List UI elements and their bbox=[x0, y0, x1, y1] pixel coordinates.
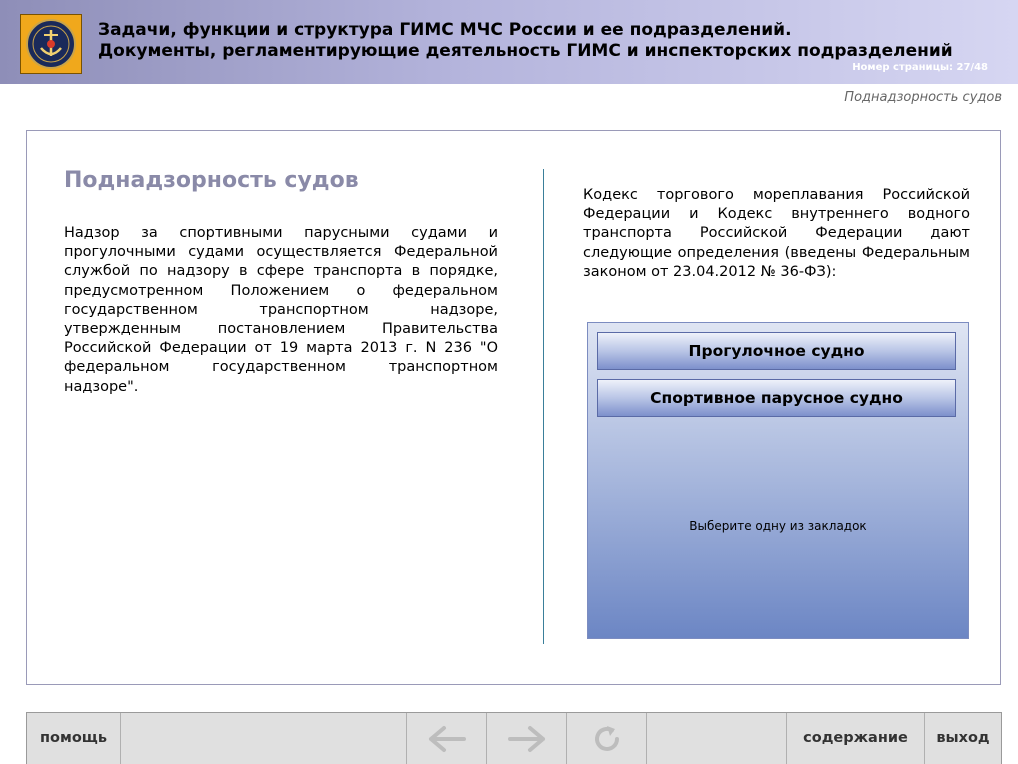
forward-button[interactable] bbox=[486, 713, 566, 764]
arrow-right-icon bbox=[506, 724, 548, 754]
header-title-line1: Задачи, функции и структура ГИМС МЧС России и ее подразделений. bbox=[98, 20, 792, 40]
exit-button[interactable]: выход bbox=[924, 713, 1001, 764]
tab-panel bbox=[587, 322, 969, 639]
gims-emblem-icon bbox=[20, 14, 82, 74]
footer-spacer-right bbox=[646, 713, 786, 764]
help-button[interactable]: помощь bbox=[40, 730, 107, 746]
header-title-line2: Документы, регламентирующие деятельность ГИМС и инспекторских подразделений bbox=[98, 41, 953, 61]
left-body-text: Надзор за спортивными парусными судами и прогулочными судами осуществляется Федеральной службой по надзору в сфере транспорта в порядке, предусмотренном Положением о федеральном государственном транспортном надзоре, утвержденным постановлением Правительства Российской Федерации от 19 марта 2013 г. N 236 "О федеральном государственном транспортном надзоре". bbox=[64, 225, 498, 395]
slide-title: Поднадзорность судов bbox=[64, 168, 359, 193]
tab-pleasure-boat[interactable]: Прогулочное судно bbox=[597, 332, 956, 370]
refresh-icon bbox=[590, 722, 624, 756]
back-button[interactable] bbox=[406, 713, 486, 764]
contents-button[interactable]: содержание bbox=[786, 713, 924, 764]
tab-sailing-sport-vessel[interactable]: Спортивное парусное судно bbox=[597, 379, 956, 417]
header-bar bbox=[0, 0, 1018, 84]
breadcrumb: Поднадзорность судов bbox=[844, 90, 1002, 105]
tab-hint: Выберите одну из закладок bbox=[689, 519, 867, 533]
column-divider bbox=[543, 169, 544, 644]
footer-spacer-left bbox=[120, 713, 406, 764]
right-body-text: Кодекс торгового мореплавания Российской Федерации и Кодекс внутреннего водного транспорта Российской Федерации дают следующие определения (введены Федеральным законом от 23.04.2012 № 36-ФЗ): bbox=[583, 187, 970, 280]
footer-nav bbox=[26, 712, 1002, 764]
content-frame bbox=[26, 130, 1001, 685]
page-number: Номер страницы: 27/48 bbox=[852, 62, 988, 73]
refresh-button[interactable] bbox=[566, 713, 646, 764]
arrow-left-icon bbox=[426, 724, 468, 754]
